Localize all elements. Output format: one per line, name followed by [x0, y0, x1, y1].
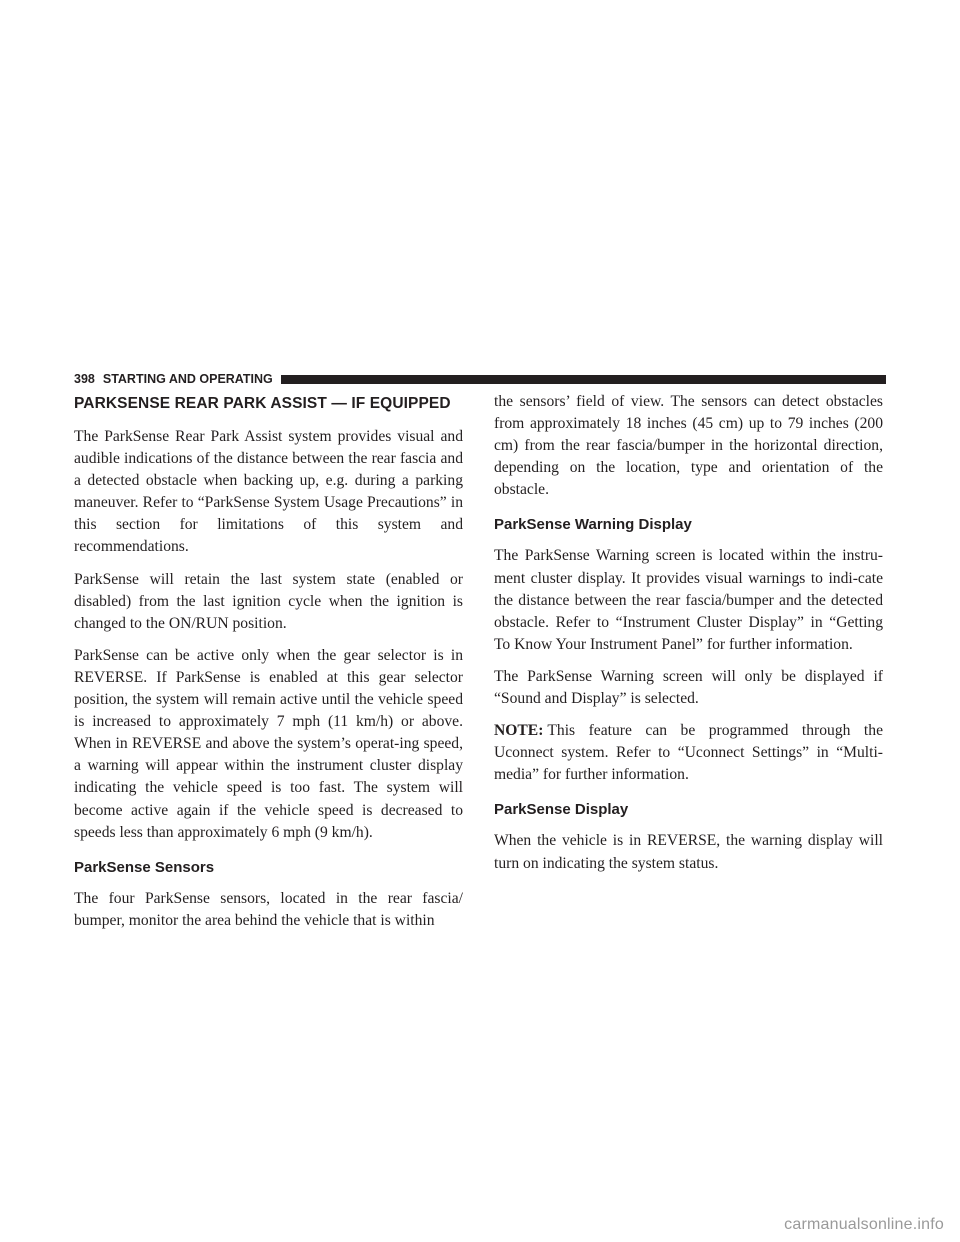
section-title: PARKSENSE REAR PARK ASSIST — IF EQUIPPED	[74, 395, 451, 412]
display-paragraph: When the vehicle is in REVERSE, the warning display will turn on indicating the system status.	[494, 832, 883, 872]
sensors-paragraph-continued: the sensors’ field of view. The sensors can detect obstacles from approximately 18 inches (45 cm) up to 79 inches (200 cm) from the rear fascia/bumper in the horizontal direction, depending on the location, type and orientation of the obstacle.	[494, 393, 883, 499]
sound-display-paragraph: The ParkSense Warning screen will only be displayed if “Sound and Display” is selected.	[494, 667, 883, 708]
intro-paragraph: The ParkSense Rear Park Assist system provides visual and audible indications of the distance between the rear fascia and a detected obstacle when backing up, e.g. during a parking maneuver. Refer to “ParkSense System Usage Precautions” in this section for limitations of this system and recommendations.	[74, 428, 463, 556]
page-header	[74, 371, 886, 387]
sensors-heading: ParkSense Sensors	[74, 858, 215, 876]
display-heading: ParkSense Display	[494, 801, 629, 819]
note-paragraph	[494, 720, 883, 786]
warning-display-paragraph: The ParkSense Warning screen is located within the instru-ment cluster display. It provides visual warnings to indi-cate the distance between the rear fascia/bumper and the detected obstacle. Refer to “Instrument Cluster Display” in “Getting To Know Your Instrument Panel” for further information.	[494, 547, 883, 653]
reverse-gear-paragraph: ParkSense can be active only when the gear selector is in REVERSE. If ParkSense is enabled at this gear selector position, the system will remain active until the vehicle speed is increased to approximately 7 mph (11 km/h) or above. When in REVERSE and above the system’s operat-ing speed, a warning will appear within the instrument cluster display indicating the vehicle speed is too fast. The system will become active again if the vehicle speed is decreased to speeds less than approximately 6 mph (9 km/h).	[74, 646, 463, 841]
left-column	[74, 390, 463, 932]
watermark: carmanualsonline.info	[784, 1216, 944, 1233]
sensors-paragraph: The four ParkSense sensors, located in the rear fascia/ bumper, monitor the area behind the vehicle that is within	[74, 889, 463, 929]
system-state-paragraph: ParkSense will retain the last system state (enabled or disabled) from the last ignition cycle when the ignition is changed to the ON/RUN position.	[74, 570, 463, 632]
section-name: STARTING AND OPERATING	[102, 372, 273, 386]
warning-display-heading: ParkSense Warning Display	[494, 516, 692, 534]
right-column	[494, 390, 883, 885]
note-text: This feature can be programmed through the Uconnect system. Refer to “Uconnect Settings” in “Multi-media” for further information.	[494, 722, 883, 784]
page-number: 398	[74, 372, 95, 386]
header-rule	[281, 375, 886, 384]
note-label: NOTE:	[494, 722, 544, 740]
